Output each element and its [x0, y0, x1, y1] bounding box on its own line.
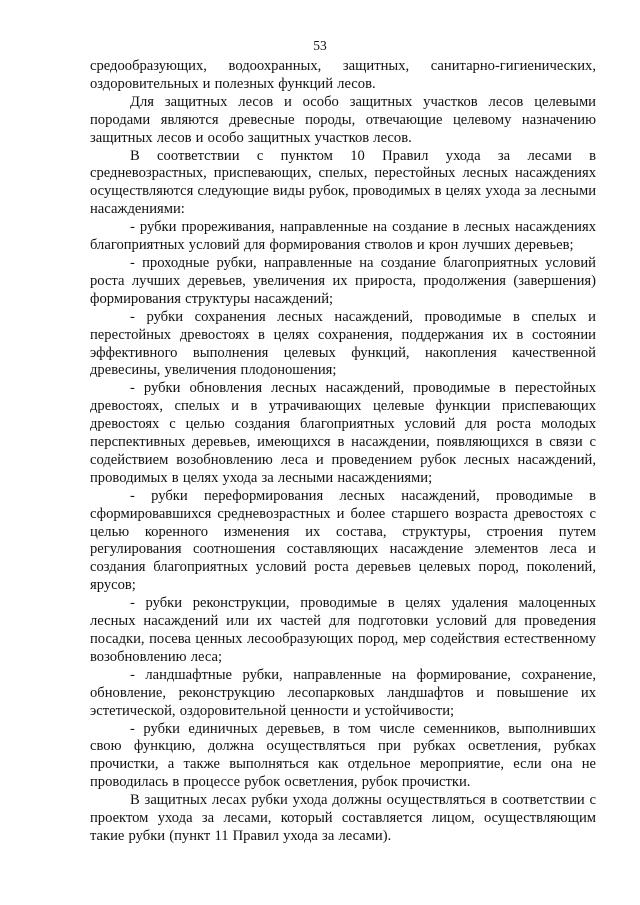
paragraph-care-project: В защитных лесах рубки ухода должны осуществляться в соответствии с проектом ухода за лесами, который составляется лицом, осуществляющим такие рубки (пункт 11 Правил ухода за лесами).	[90, 792, 596, 844]
list-item-preservation-felling: - рубки сохранения лесных насаждений, проводимые в спелых и перестойных древостоях в целях сохранения, поддержания их в состоянии эффективного выполнения целевых функций, накопления качественной древесины, увеличения плодоношения;	[90, 308, 596, 379]
list-item-thinning: - рубки прореживания, направленные на создание в лесных насаждениях благоприятных условий для формирования стволов и крон лучших деревьев;	[90, 219, 596, 254]
paragraph-felling-types-intro: В соответствии с пунктом 10 Правил ухода за лесами в средневозрастных, приспевающих, спелых, перестойных лесных насаждениях осуществляются следующие виды рубок, проводимых в целях ухода за лесными насаждениями:	[90, 147, 596, 218]
page-number: 53	[313, 38, 327, 53]
paragraph-continuation: средообразующих, водоохранных, защитных, санитарно-гигиенических, оздоровительных и полезных функций лесов.	[90, 58, 596, 92]
list-item-single-tree-felling: - рубки единичных деревьев, в том числе семенников, выполнивших свою функцию, должна осуществляться при рубках осветления, рубках прочистки, а также выполняться как отдельное мероприятие, если она не проводилась в процессе рубок осветления, рубок прочистки.	[90, 720, 596, 791]
list-item-landscape-felling: - ландшафтные рубки, направленные на формирование, сохранение, обновление, реконструкцию лесопарковых ландшафтов и повышение их эстетической, оздоровительной ценности и устойчивости;	[90, 666, 596, 719]
list-item-reformation-felling: - рубки переформирования лесных насаждений, проводимые в сформировавшихся средневозрастных и более старшего возраста древостоях с целью коренного изменения их состава, структуры, строения путем регулирования соотношения составляющих насаждение элементов леса и создания благоприятных условий роста деревьев целевых пород, поколений, ярусов;	[90, 487, 596, 594]
list-item-passage-felling: - проходные рубки, направленные на создание благоприятных условий роста лучших деревьев, увеличения их прироста, продолжения (завершения) формирования структуры насаждений;	[90, 254, 596, 307]
list-item-reconstruction-felling: - рубки реконструкции, проводимые в целях удаления малоценных лесных насаждений или их частей для подготовки условий для проведения посадки, посева ценных лесообразующих пород, мер содействия естественному возобновлению леса;	[90, 595, 596, 665]
document-body	[90, 58, 596, 846]
paragraph-target-species: Для защитных лесов и особо защитных участков лесов целевыми породами являются древесные породы, отвечающие целевому назначению защитных лесов и особо защитных участков лесов.	[90, 93, 596, 146]
list-item-renewal-felling: - рубки обновления лесных насаждений, проводимые в перестойных древостоях, спелых и в утрачивающих целевые функции приспевающих древостоях с целью создания благоприятных условий для роста молодых перспективных деревьев, имеющихся в насаждении, появляющихся в связи с содействием возобновлению леса и проведением рубок лесных насаждений, проводимых в целях ухода за лесными насаждениями;	[90, 380, 596, 486]
